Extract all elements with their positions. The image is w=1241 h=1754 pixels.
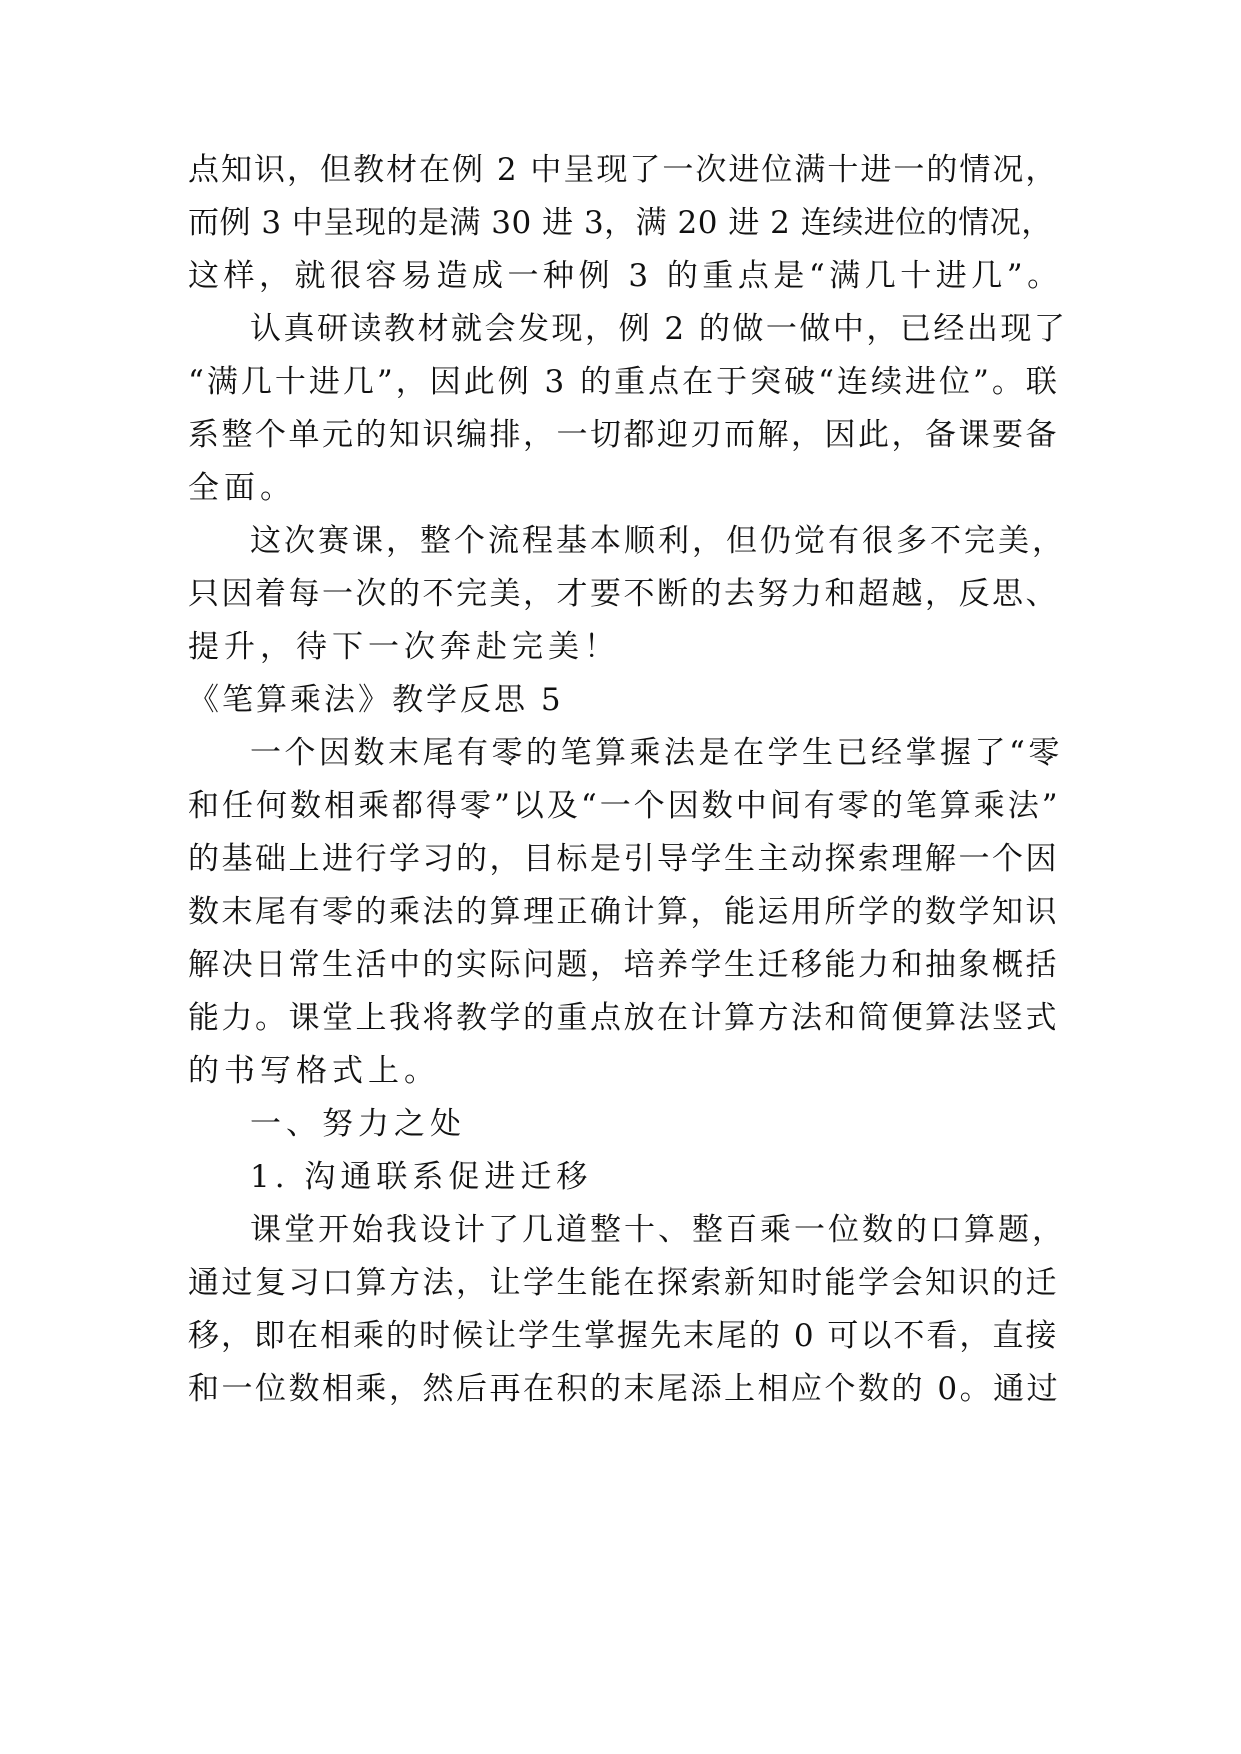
text-line: 解决日常生活中的实际问题，培养学生迁移能力和抽象概括 — [188, 947, 1059, 983]
text-line: 和一位数相乘，然后再在积的末尾添上相应个数的 0。通过 — [188, 1371, 1061, 1407]
text-line: 只因着每一次的不完美，才要不断的去努力和超越，反思、 — [188, 576, 1059, 612]
text-line: 系整个单元的知识编排，一切都迎刃而解，因此，备课要备 — [188, 417, 1059, 453]
section-heading: 一、努力之处 — [250, 1106, 466, 1142]
text-line: 数末尾有零的乘法的算理正确计算，能运用所学的数学知识 — [188, 894, 1059, 930]
paragraph-first-line: 认真研读教材就会发现，例 2 的做一做中，已经出现了 — [250, 311, 1068, 347]
text-line: 提升，待下一次奔赴完美！ — [188, 629, 620, 665]
text-line: 全面。 — [188, 470, 296, 506]
text-line: 的基础上进行学习的，目标是引导学生主动探索理解一个因 — [188, 841, 1059, 877]
subsection-heading: 1. 沟通联系促进迁移 — [250, 1159, 593, 1195]
section-title: 《笔算乘法》教学反思 5 — [188, 682, 564, 718]
text-line: 这样，就很容易造成一种例 3 的重点是“满几十进几”。 — [188, 258, 1063, 294]
paragraph-first-line: 这次赛课，整个流程基本顺利，但仍觉有很多不完美， — [250, 523, 1066, 559]
text-line: 和任何数相乘都得零”以及“一个因数中间有零的笔算乘法” — [188, 788, 1061, 824]
text-line: 通过复习口算方法，让学生能在探索新知时能学会知识的迁 — [188, 1265, 1059, 1301]
paragraph-first-line: 课堂开始我设计了几道整十、整百乘一位数的口算题， — [250, 1212, 1066, 1248]
text-line: 而例 3 中呈现的是满 30 进 3，满 20 进 2 连续进位的情况， — [188, 205, 1053, 241]
text-line: 能力。课堂上我将教学的重点放在计算方法和简便算法竖式 — [188, 1000, 1059, 1036]
text-line: 的书写格式上。 — [188, 1053, 440, 1089]
text-line: 移，即在相乘的时候让学生掌握先末尾的 0 可以不看，直接 — [188, 1318, 1059, 1354]
text-line: “满几十进几”，因此例 3 的重点在于突破“连续进位”。联 — [188, 364, 1060, 400]
paragraph-first-line: 一个因数末尾有零的笔算乘法是在学生已经掌握了“零 — [250, 735, 1063, 771]
text-line: 点知识，但教材在例 2 中呈现了一次进位满十进一的情况， — [188, 152, 1059, 188]
